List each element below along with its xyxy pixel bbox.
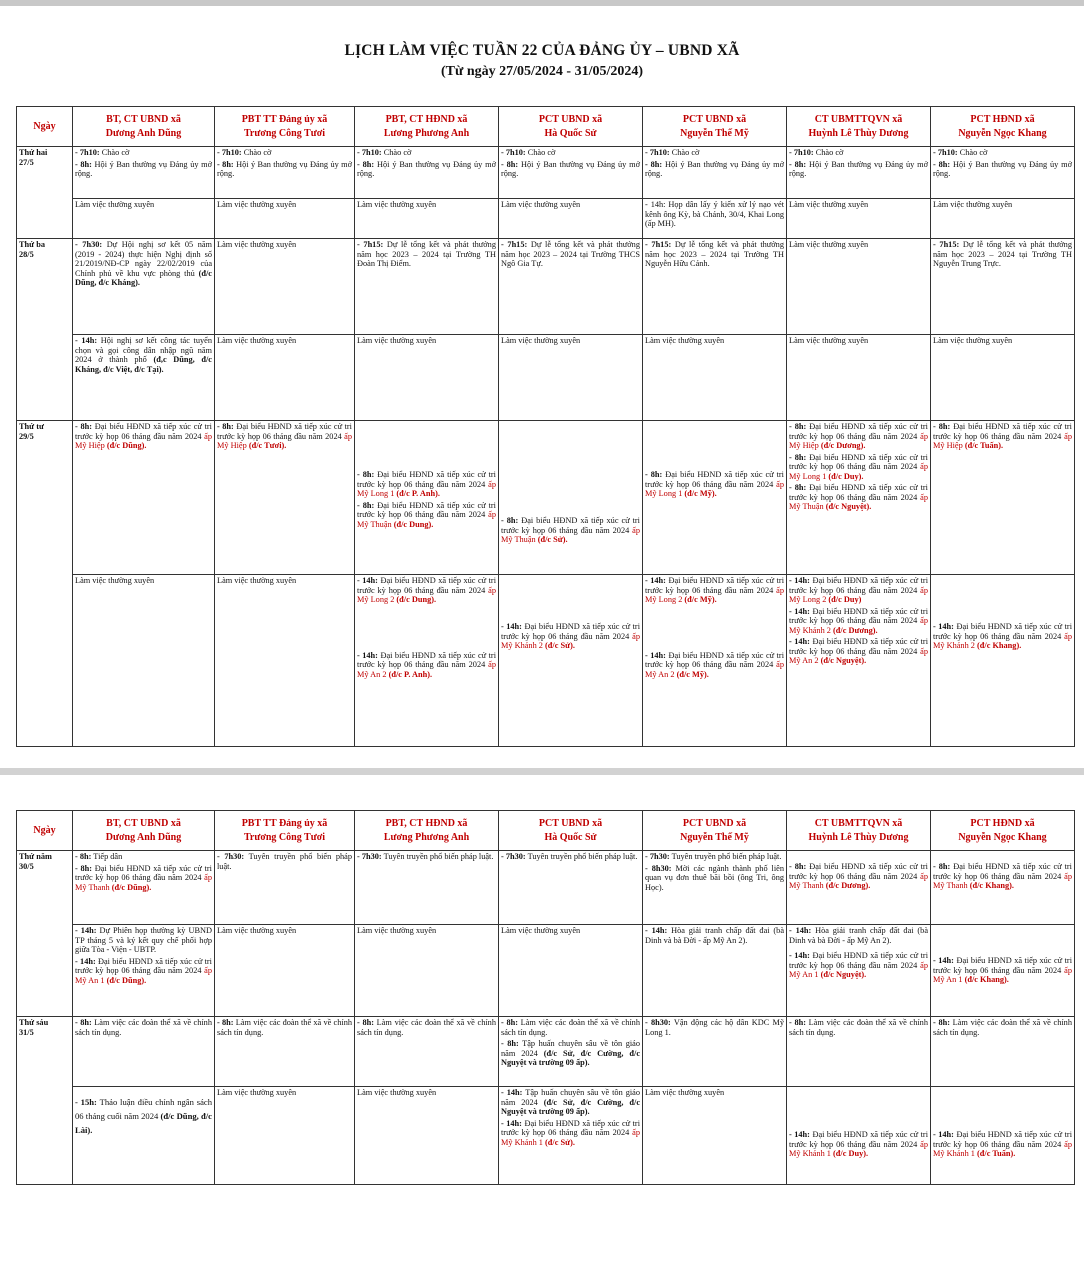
cell-mon-am-su: - 7h10: Chào cờ - 8h: Hội ý Ban thường vụ Đảng ủy mở rộng. xyxy=(499,147,643,199)
row-mon-pm xyxy=(17,199,1075,239)
row-thu-am xyxy=(17,851,1075,925)
day-fri: Thứ sáu 31/5 xyxy=(17,1017,73,1185)
cell-mon-am-dung: - 7h10: Chào cờ - 8h: Hội ý Ban thường vụ Đảng ủy mở rộng. xyxy=(73,147,215,199)
page-divider xyxy=(0,768,1084,775)
row-tue-am xyxy=(17,239,1075,335)
cell-tue-pm-duong: Làm việc thường xuyên xyxy=(787,335,931,421)
cell-wed-am-khang: - 8h: Đại biểu HĐND xã tiếp xúc cử tri trước kỳ họp 06 tháng đầu năm 2024 ấp Mỹ Hiệp (đ/c Tuấn). xyxy=(931,421,1075,575)
cell-tue-am-su: - 7h15: Dự lễ tổng kết và phát thưởng năm học 2023 – 2024 tại Trường THCS Ngô Gia Tự. xyxy=(499,239,643,335)
cell-wed-pm-dung: Làm việc thường xuyên xyxy=(73,575,215,747)
cell-fri-am-my: - 8h30: Vận động các hộ dân KDC Mỹ Long 1. xyxy=(643,1017,787,1087)
cell-fri-am-khang: - 8h: Làm việc các đoàn thể xã về chính sách tín dụng. xyxy=(931,1017,1075,1087)
row-fri-am xyxy=(17,1017,1075,1087)
page-subtitle: (Từ ngày 27/05/2024 - 31/05/2024) xyxy=(440,64,644,79)
cell-tue-pm-anh: Làm việc thường xuyên xyxy=(355,335,499,421)
cell-mon-pm-dung: Làm việc thường xuyên xyxy=(73,199,215,239)
cell-wed-pm-khang: - 14h: Đại biểu HĐND xã tiếp xúc cử tri trước kỳ họp 06 tháng đầu năm 2024 ấp Mỹ Khánh 2 (đ/c Khang). xyxy=(931,575,1075,747)
cell-tue-am-duong: Làm việc thường xuyên xyxy=(787,239,931,335)
cell-tue-pm-khang: Làm việc thường xuyên xyxy=(931,335,1075,421)
header-su: PCT UBND xã Hà Quốc Sử xyxy=(499,107,643,147)
cell-fri-am-anh: - 8h: Làm việc các đoàn thể xã về chính sách tín dụng. xyxy=(355,1017,499,1087)
cell-thu-am-su: - 7h30: Tuyên truyền phổ biến pháp luật. xyxy=(499,851,643,925)
cell-fri-pm-dung: - 15h: Thảo luận điều chỉnh ngân sách 06 tháng cuối năm 2024 (đ/c Dũng, đ/c Lài). xyxy=(73,1087,215,1185)
cell-tue-pm-su: Làm việc thường xuyên xyxy=(499,335,643,421)
header-row xyxy=(17,107,1075,147)
header-khang-2: PCT HĐND xã Nguyễn Ngọc Khang xyxy=(931,811,1075,851)
cell-fri-pm-duong: - 14h: Đại biểu HĐND xã tiếp xúc cử tri trước kỳ họp 06 tháng đầu năm 2024 ấp Mỹ Khánh 1 (đ/c Duy). xyxy=(787,1087,931,1185)
cell-thu-am-tuoi: - 7h30: Tuyên truyền phổ biến pháp luật. xyxy=(215,851,355,925)
cell-wed-pm-anh: - 14h: Đại biểu HĐND xã tiếp xúc cử tri trước kỳ họp 06 tháng đầu năm 2024 ấp Mỹ Long 2 (đ/c Dung). - 14h: Đại biểu HĐND xã tiếp xúc cử tri trước kỳ họp 06 tháng đầu năm 2024 ấp Mỹ An 2 (đ/c P. Anh). xyxy=(355,575,499,747)
header-day: Ngày xyxy=(17,107,73,147)
row-fri-pm xyxy=(17,1087,1075,1185)
day-mon: Thứ hai 27/5 xyxy=(17,147,73,239)
header-duong: CT UBMTTQVN xã Huỳnh Lê Thùy Dương xyxy=(787,107,931,147)
top-divider xyxy=(0,0,1084,6)
header-dung: BT, CT UBND xã Dương Anh Dũng xyxy=(73,107,215,147)
cell-wed-pm-tuoi: Làm việc thường xuyên xyxy=(215,575,355,747)
cell-thu-am-duong: - 8h: Đại biểu HĐND xã tiếp xúc cử tri trước kỳ họp 06 tháng đầu năm 2024 ấp Mỹ Thanh (đ/c Dương). xyxy=(787,851,931,925)
cell-fri-pm-anh: Làm việc thường xuyên xyxy=(355,1087,499,1185)
cell-tue-pm-tuoi: Làm việc thường xuyên xyxy=(215,335,355,421)
cell-thu-pm-anh: Làm việc thường xuyên xyxy=(355,925,499,1017)
cell-fri-pm-my: Làm việc thường xuyên xyxy=(643,1087,787,1185)
cell-thu-am-anh: - 7h30: Tuyên truyền phổ biến pháp luật. xyxy=(355,851,499,925)
cell-thu-pm-dung: - 14h: Dự Phiên họp thường kỳ UBND TP tháng 5 và ký kết quy chế phối hợp giữa Tòa - Viện - UBTP. - 14h: Đại biểu HĐND xã tiếp xúc cử tri trước kỳ họp 06 tháng đầu năm 2024 ấp Mỹ An 1 (đ/c Dũng). xyxy=(73,925,215,1017)
cell-wed-pm-my: - 14h: Đại biểu HĐND xã tiếp xúc cử tri trước kỳ họp 06 tháng đầu năm 2024 ấp Mỹ Long 2 (đ/c Mỹ). - 14h: Đại biểu HĐND xã tiếp xúc cử tri trước kỳ họp 06 tháng đầu năm 2024 ấp Mỹ An 2 (đ/c Mỹ). xyxy=(643,575,787,747)
cell-wed-am-duong: - 8h: Đại biểu HĐND xã tiếp xúc cử tri trước kỳ họp 06 tháng đầu năm 2024 ấp Mỹ Hiệp (đ/c Dương). - 8h: Đại biểu HĐND xã tiếp xúc cử tri trước kỳ họp 06 tháng đầu năm 2024 ấp Mỹ Long 1 (đ/c Duy). - 8h: Đại biểu HĐND xã tiếp xúc cử tri trước kỳ họp 06 tháng đầu năm 2024 ấp Mỹ Thuận (đ/c Nguyệt). xyxy=(787,421,931,575)
row-thu-pm xyxy=(17,925,1075,1017)
row-mon-am xyxy=(17,147,1075,199)
cell-wed-am-my: - 8h: Đại biểu HĐND xã tiếp xúc cử tri trước kỳ họp 06 tháng đầu năm 2024 ấp Mỹ Long 1 (đ/c Mỹ). xyxy=(643,421,787,575)
cell-tue-pm-my: Làm việc thường xuyên xyxy=(643,335,787,421)
cell-wed-pm-duong: - 14h: Đại biểu HĐND xã tiếp xúc cử tri trước kỳ họp 06 tháng đầu năm 2024 ấp Mỹ Long 2 (đ/c Duy) - 14h: Đại biểu HĐND xã tiếp xúc cử tri trước kỳ họp 06 tháng đầu năm 2024 ấp Mỹ Khánh 2 (đ/c Dương). - 14h: Đại biểu HĐND xã tiếp xúc cử tri trước kỳ họp 06 tháng đầu năm 2024 ấp Mỹ An 2 (đ/c Nguyệt). xyxy=(787,575,931,747)
cell-thu-am-dung: - 8h: Tiếp dân - 8h: Đại biểu HĐND xã tiếp xúc cử tri trước kỳ họp 06 tháng đầu năm 2024 ấp Mỹ Thanh (đ/c Dũng). xyxy=(73,851,215,925)
cell-mon-pm-anh: Làm việc thường xuyên xyxy=(355,199,499,239)
cell-mon-pm-my: - 14h: Họp dân lấy ý kiến xử lý nạo vét kênh ông Kỳ, bà Chánh, 30/4, Khai Long (ấp MH). xyxy=(643,199,787,239)
cell-wed-am-anh: - 8h: Đại biểu HĐND xã tiếp xúc cử tri trước kỳ họp 06 tháng đầu năm 2024 ấp Mỹ Long 1 (đ/c P. Anh). - 8h: Đại biểu HĐND xã tiếp xúc cử tri trước kỳ họp 06 tháng đầu năm 2024 ấp Mỹ Thuận (đ/c Dung). xyxy=(355,421,499,575)
cell-mon-pm-khang: Làm việc thường xuyên xyxy=(931,199,1075,239)
cell-thu-pm-duong: - 14h: Hòa giải tranh chấp đất đai (bà Dinh và bà Đời - ấp Mỹ An 2). - 14h: Đại biểu HĐND xã tiếp xúc cử tri trước kỳ họp 06 tháng đầu năm 2024 ấp Mỹ An 1 (đ/c Nguyệt). xyxy=(787,925,931,1017)
header-su-2: PCT UBND xã Hà Quốc Sử xyxy=(499,811,643,851)
cell-fri-pm-su: - 14h: Tập huấn chuyên sâu về tôn giáo năm 2024 (đ/c Sử, đ/c Cường, đ/c Nguyệt và trường 09 ấp). - 14h: Đại biểu HĐND xã tiếp xúc cử tri trước kỳ họp 06 tháng đầu năm 2024 ấp Mỹ Khánh 1 (đ/c Sử). xyxy=(499,1087,643,1185)
header-khang: PCT HĐND xã Nguyễn Ngọc Khang xyxy=(931,107,1075,147)
header-my: PCT UBND xã Nguyễn Thế Mỹ xyxy=(643,107,787,147)
day-thu: Thứ năm 30/5 xyxy=(17,851,73,1017)
cell-tue-pm-dung: - 14h: Hội nghị sơ kết công tác tuyển chọn và gọi công dân nhập ngũ năm 2024 ở thành phố (đ,c Dũng, đ/c Kháng, đ/c Việt, đ/c Tại). xyxy=(73,335,215,421)
cell-thu-am-my: - 7h30: Tuyên truyền phổ biến pháp luật. - 8h30: Mời các ngành thành phố liên quan vụ đơn thuê bãi bồi (ông Tri, ông Học). xyxy=(643,851,787,925)
cell-fri-am-duong: - 8h: Làm việc các đoàn thể xã về chính sách tín dụng. xyxy=(787,1017,931,1087)
row-tue-pm xyxy=(17,335,1075,421)
header-my-2: PCT UBND xã Nguyễn Thế Mỹ xyxy=(643,811,787,851)
cell-thu-pm-tuoi: Làm việc thường xuyên xyxy=(215,925,355,1017)
cell-thu-am-khang: - 8h: Đại biểu HĐND xã tiếp xúc cử tri trước kỳ họp 06 tháng đầu năm 2024 ấp Mỹ Thanh (đ/c Khang). xyxy=(931,851,1075,925)
cell-fri-am-su: - 8h: Làm việc các đoàn thể xã về chính sách tín dụng. - 8h: Tập huấn chuyên sâu về tôn giáo năm 2024 (đ/c Sử, đ/c Cường, đ/c Nguyệt và trường 09 ấp). xyxy=(499,1017,643,1087)
header-tuoi: PBT TT Đảng ủy xã Trương Công Tươi xyxy=(215,107,355,147)
header-anh: PBT, CT HĐND xã Lương Phương Anh xyxy=(355,107,499,147)
page-title: LỊCH LÀM VIỆC TUẦN 22 CỦA ĐẢNG ỦY – UBND XÃ xyxy=(344,42,740,59)
row-wed-pm xyxy=(17,575,1075,747)
cell-tue-am-dung: - 7h30: Dự Hội nghị sơ kết 05 năm (2019 - 2024) thực hiện Nghị định số 21/2019/NĐ-CP ngày 22/02/2019 của Chính phủ về khu vực phòng thủ (đ/c Dũng, đ/c Kháng). xyxy=(73,239,215,335)
cell-fri-am-dung: - 8h: Làm việc các đoàn thể xã về chính sách tín dụng. xyxy=(73,1017,215,1087)
cell-mon-am-khang: - 7h10: Chào cờ - 8h: Hội ý Ban thường vụ Đảng ủy mở rộng. xyxy=(931,147,1075,199)
cell-wed-am-dung: - 8h: Đại biểu HĐND xã tiếp xúc cử tri trước kỳ họp 06 tháng đầu năm 2024 ấp Mỹ Hiệp (đ/c Dũng). xyxy=(73,421,215,575)
cell-thu-pm-my: - 14h: Hòa giải tranh chấp đất đai (bà Dinh và bà Đời - ấp Mỹ An 2). xyxy=(643,925,787,1017)
cell-fri-pm-tuoi: Làm việc thường xuyên xyxy=(215,1087,355,1185)
cell-mon-pm-duong: Làm việc thường xuyên xyxy=(787,199,931,239)
cell-mon-am-duong: - 7h10: Chào cờ - 8h: Hội ý Ban thường vụ Đảng ủy mở rộng. xyxy=(787,147,931,199)
header-dung-2: BT, CT UBND xã Dương Anh Dũng xyxy=(73,811,215,851)
schedule-table-week-part1 xyxy=(16,106,1075,747)
cell-thu-pm-su: Làm việc thường xuyên xyxy=(499,925,643,1017)
cell-mon-am-anh: - 7h10: Chào cờ - 8h: Hội ý Ban thường vụ Đảng ủy mở rộng. xyxy=(355,147,499,199)
cell-fri-am-tuoi: - 8h: Làm việc các đoàn thể xã về chính sách tín dụng. xyxy=(215,1017,355,1087)
cell-mon-am-my: - 7h10: Chào cờ - 8h: Hội ý Ban thường vụ Đảng ủy mở rộng. xyxy=(643,147,787,199)
cell-mon-pm-su: Làm việc thường xuyên xyxy=(499,199,643,239)
schedule-table-week-part2 xyxy=(16,810,1075,1185)
cell-mon-am-tuoi: - 7h10: Chào cờ - 8h: Hội ý Ban thường vụ Đảng ủy mở rộng. xyxy=(215,147,355,199)
cell-tue-am-tuoi: Làm việc thường xuyên xyxy=(215,239,355,335)
header-row-2 xyxy=(17,811,1075,851)
cell-tue-am-khang: - 7h15: Dự lễ tổng kết và phát thưởng năm học 2023 – 2024 tại Trường TH Nguyễn Trung Trực. xyxy=(931,239,1075,335)
header-duong-2: CT UBMTTQVN xã Huỳnh Lê Thùy Dương xyxy=(787,811,931,851)
row-wed-am xyxy=(17,421,1075,575)
header-tuoi-2: PBT TT Đảng ủy xã Trương Công Tươi xyxy=(215,811,355,851)
cell-fri-pm-khang: - 14h: Đại biểu HĐND xã tiếp xúc cử tri trước kỳ họp 06 tháng đầu năm 2024 ấp Mỹ Khánh 1 (đ/c Tuấn). xyxy=(931,1087,1075,1185)
cell-tue-am-my: - 7h15: Dự lễ tổng kết và phát thưởng năm học 2023 – 2024 tại Trường TH Nguyễn Hữu Cảnh. xyxy=(643,239,787,335)
cell-wed-pm-su: - 14h: Đại biểu HĐND xã tiếp xúc cử tri trước kỳ họp 06 tháng đầu năm 2024 ấp Mỹ Khánh 2 (đ/c Sử). xyxy=(499,575,643,747)
day-tue: Thứ ba 28/5 xyxy=(17,239,73,421)
cell-wed-am-tuoi: - 8h: Đại biểu HĐND xã tiếp xúc cử tri trước kỳ họp 06 tháng đầu năm 2024 ấp Mỹ Hiệp (đ/c Tươi). xyxy=(215,421,355,575)
day-wed: Thứ tư 29/5 xyxy=(17,421,73,747)
header-day-2: Ngày xyxy=(17,811,73,851)
header-anh-2: PBT, CT HĐND xã Lương Phương Anh xyxy=(355,811,499,851)
cell-tue-am-anh: - 7h15: Dự lễ tổng kết và phát thưởng năm học 2023 – 2024 tại Trường TH Đoàn Thị Điểm. xyxy=(355,239,499,335)
cell-thu-pm-khang: - 14h: Đại biểu HĐND xã tiếp xúc cử tri trước kỳ họp 06 tháng đầu năm 2024 ấp Mỹ An 1 (đ/c Khang). xyxy=(931,925,1075,1017)
cell-wed-am-su: - 8h: Đại biểu HĐND xã tiếp xúc cử tri trước kỳ họp 06 tháng đầu năm 2024 ấp Mỹ Thuận (đ/c Sử). xyxy=(499,421,643,575)
cell-mon-pm-tuoi: Làm việc thường xuyên xyxy=(215,199,355,239)
